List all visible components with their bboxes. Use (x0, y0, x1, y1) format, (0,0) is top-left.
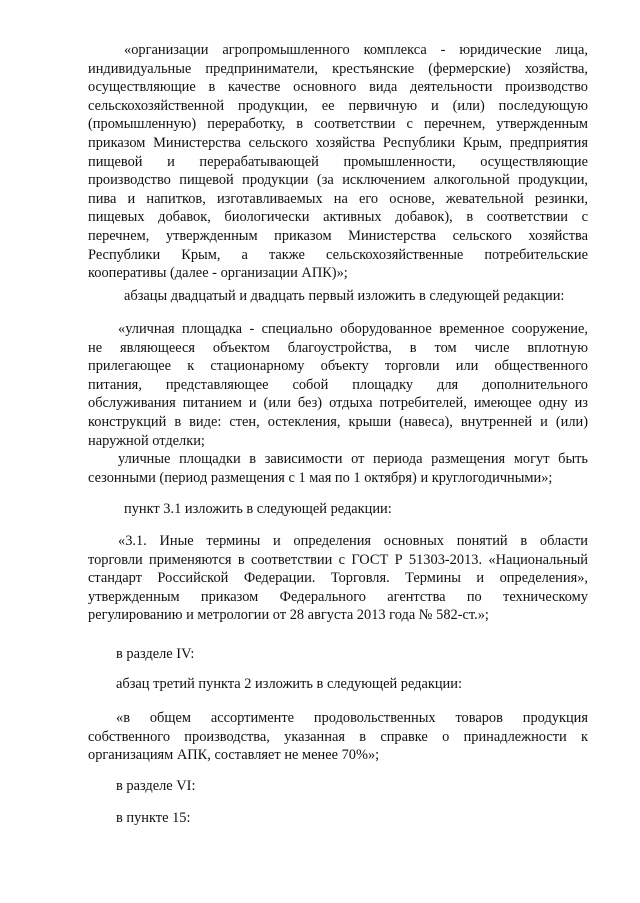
text-line: организациям АПК, составляет не менее 70%»; (88, 747, 380, 764)
text-line: «в общем ассортименте продовольственных товаров продукция (116, 710, 588, 726)
text-line: приказом Министерства сельского хозяйства Республики Крым, предприятия (88, 134, 588, 151)
text-line: уличные площадки в зависимости от периода размещения могут быть (118, 451, 588, 467)
text-line: кооперативы (далее - организации АПК)»; (88, 265, 348, 282)
text-line: сезонными (период размещения с 1 мая по 1 октября) и круглогодичными»; (88, 469, 553, 486)
paragraph-street-area-definition (88, 320, 588, 450)
text-line: наружной отделки; (88, 432, 205, 449)
text-line: в пункте 15: (116, 810, 191, 826)
text-line: в разделе VI: (116, 778, 196, 794)
text-line: торговли применяются в соответствии с ГОСТ Р 51303-2013. «Национальный (88, 551, 588, 568)
text-line: индивидуальные предприниматели, крестьянские (фермерские) хозяйства, (88, 60, 588, 77)
text-line: абзацы двадцатый и двадцать первый изложить в следующей редакции: (124, 288, 565, 304)
text-line: не являющееся объектом благоустройства, в том числе вплотную (88, 339, 588, 356)
text-line: пункт 3.1 изложить в следующей редакции: (124, 501, 392, 517)
text-line: пива и напитков, изготавливаемых на его основе, жевательной резинки, (88, 190, 588, 207)
text-line: сельскохозяйственной продукции, ее первичную и (или) последующую (88, 97, 588, 114)
text-line: абзац третий пункта 2 изложить в следующей редакции: (116, 676, 462, 692)
text-line: перечнем, утвержденным приказом Министерства сельского хозяйства (88, 227, 588, 244)
text-line: «3.1. Иные термины и определения основных понятий в области (118, 533, 588, 549)
text-line: «организации агропромышленного комплекса - юридические лица, (124, 42, 588, 58)
text-line: в разделе IV: (116, 646, 195, 662)
paragraph-street-area-seasons (88, 450, 588, 487)
paragraph-instruction-20-21 (88, 287, 588, 306)
text-line: обслуживания питанием и (или без) отдыха потребителей, имеющее одну из (88, 395, 588, 412)
paragraph-instruction-point-2 (88, 675, 588, 694)
text-line: производство пищевой продукции (за исключением алкогольной продукции, (88, 172, 588, 189)
text-line: питания, представляющее собой площадку для дополнительного (88, 376, 588, 393)
text-line: пищевой и перерабатывающей промышленности, осуществляющие (88, 153, 588, 170)
paragraph-point-15 (88, 809, 588, 828)
text-line: конструкций в виде: стен, остекления, крыши (навеса), внутренней и (или) (88, 413, 588, 430)
paragraph-apk-definition (88, 41, 588, 283)
text-line: пищевых добавок, биологически активных добавок), в соответствии с (88, 209, 588, 226)
text-line: утвержденным приказом Федерального агентства по техническому (88, 588, 588, 605)
text-line: (промышленную) переработку, в соответствии с перечнем, утвержденным (88, 116, 588, 133)
text-line: «уличная площадка - специально оборудованное временное сооружение, (118, 321, 588, 337)
text-line: осуществляющие в качестве основного вида деятельности производство (88, 79, 588, 96)
paragraph-section-vi (88, 777, 588, 796)
text-line: собственного производства, указанная в справке о принадлежности к (88, 728, 588, 745)
paragraph-clause-3-1 (88, 532, 588, 625)
text-line: стандарт Российской Федерации. Торговля. Термины и определения», (88, 570, 588, 587)
paragraph-instruction-3-1 (88, 500, 588, 519)
paragraph-section-iv (88, 645, 588, 664)
paragraph-assortment-share (88, 709, 588, 765)
text-line: прилегающее к стационарному объекту торговли или общественного (88, 358, 588, 375)
text-line: регулированию и метрологии от 28 августа 2013 года № 582-ст.»; (88, 607, 489, 624)
text-line: Республики Крым, а также сельскохозяйственные потребительские (88, 246, 588, 263)
